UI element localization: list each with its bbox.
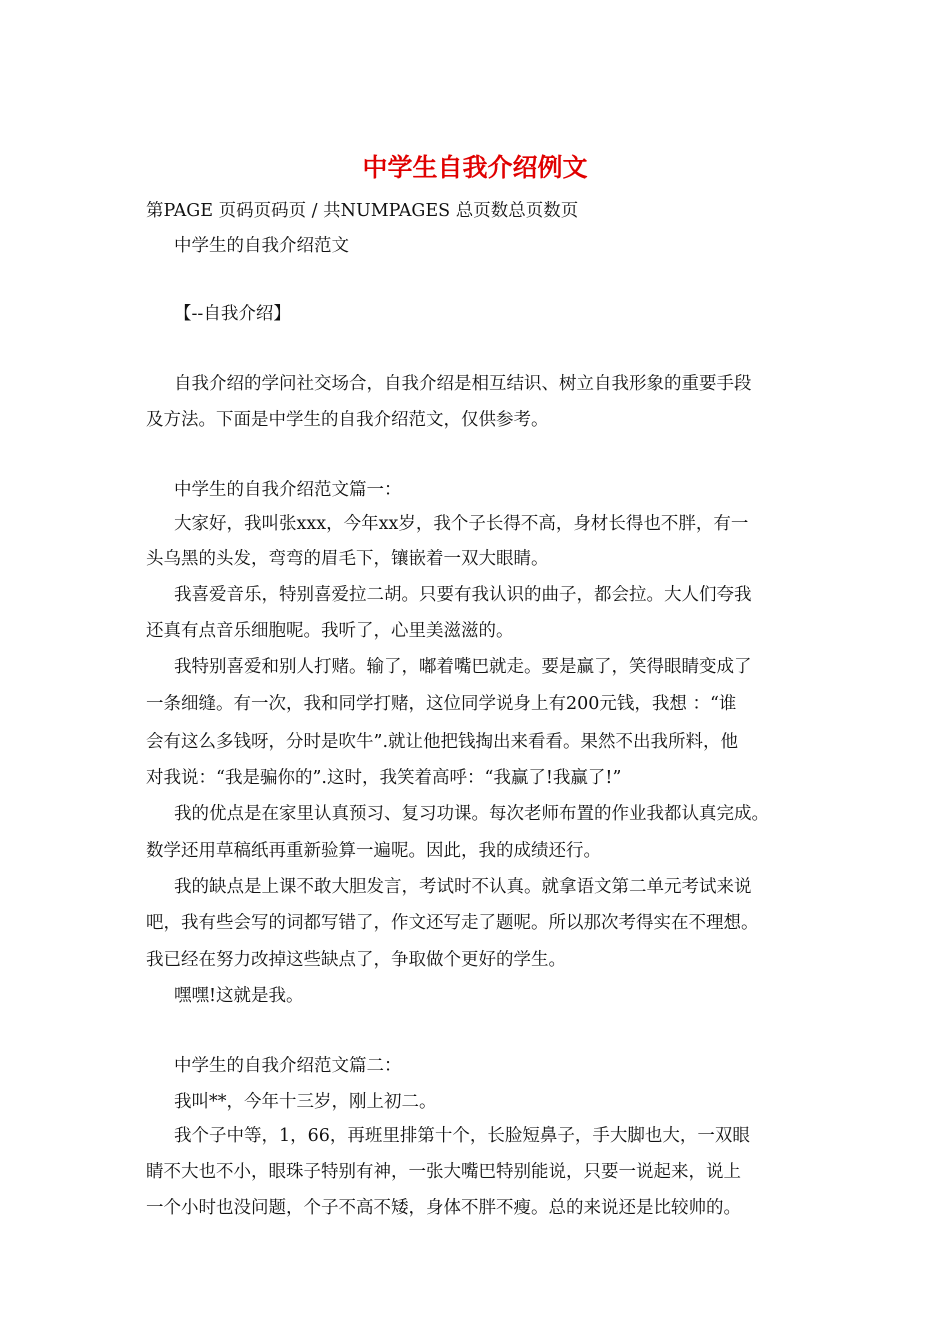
paragraph-line: 还真有点音乐细胞呢。我听了，心里美滋滋的。 <box>146 621 514 641</box>
paragraph-line: 嘿嘿!这就是我。 <box>174 986 304 1006</box>
paragraph-line: 我喜爱音乐，特别喜爱拉二胡。只要有我认识的曲子，都会拉。大人们夸我 <box>174 585 752 605</box>
paragraph-line: 一个小时也没问题，个子不高不矮，身体不胖不瘦。总的来说还是比较帅的。 <box>146 1198 741 1218</box>
document-title: 中学生自我介绍例文 <box>362 153 588 182</box>
paragraph-line: 头乌黑的头发，弯弯的眉毛下，镶嵌着一双大眼睛。 <box>146 549 549 569</box>
page-header-field-line: 第PAGE 页码页码页 / 共NUMPAGES 总页数总页数页 <box>146 201 579 221</box>
category-tag-line: 【--自我介绍】 <box>174 304 291 324</box>
section-heading-line: 中学生的自我介绍范文篇一： <box>174 480 402 500</box>
paragraph-line: 我的优点是在家里认真预习、复习功课。每次老师布置的作业我都认真完成。 <box>174 804 769 824</box>
paragraph-line: 我个子中等，1，66，再班里排第十个，长脸短鼻子，手大脚也大，一双眼 <box>174 1126 750 1146</box>
paragraph-line: 我叫**，今年十三岁，刚上初二。 <box>174 1092 437 1112</box>
paragraph-line: 一条细缝。有一次，我和同学打赌，这位同学说身上有200元钱，我想 ：“谁 <box>146 694 737 714</box>
paragraph-line: 我的缺点是上课不敢大胆发言，考试时不认真。就拿语文第二单元考试来说 <box>174 877 752 897</box>
paragraph-line: 数学还用草稿纸再重新验算一遍呢。因此，我的成绩还行。 <box>146 841 601 861</box>
paragraph-line: 我已经在努力改掉这些缺点了，争取做个更好的学生。 <box>146 950 566 970</box>
paragraph-line: 吧，我有些会写的词都写错了，作文还写走了题呢。所以那次考得实在不理想。 <box>146 913 759 933</box>
paragraph-line: 大家好，我叫张xxx，今年xx岁，我个子长得不高，身材长得也不胖，有一 <box>174 514 749 534</box>
paragraph-line: 对我说：“我是骗你的”.这时，我笑着高呼：“我赢了!我赢了!” <box>146 768 622 788</box>
paragraph-line: 睛不大也不小，眼珠子特别有神，一张大嘴巴特别能说，只要一说起来，说上 <box>146 1162 741 1182</box>
subtitle-line: 中学生的自我介绍范文 <box>174 236 349 256</box>
paragraph-line: 会有这么多钱呀，分时是吹牛”.就让他把钱掏出来看看。果然不出我所料，他 <box>146 732 739 752</box>
paragraph-line: 及方法。下面是中学生的自我介绍范文，仅供参考。 <box>146 410 549 430</box>
paragraph-line: 自我介绍的学问社交场合，自我介绍是相互结识、树立自我形象的重要手段 <box>174 374 752 394</box>
paragraph-line: 我特别喜爱和别人打赌。输了，嘟着嘴巴就走。要是赢了，笑得眼睛变成了 <box>174 657 752 677</box>
section-heading-line: 中学生的自我介绍范文篇二： <box>174 1056 402 1076</box>
